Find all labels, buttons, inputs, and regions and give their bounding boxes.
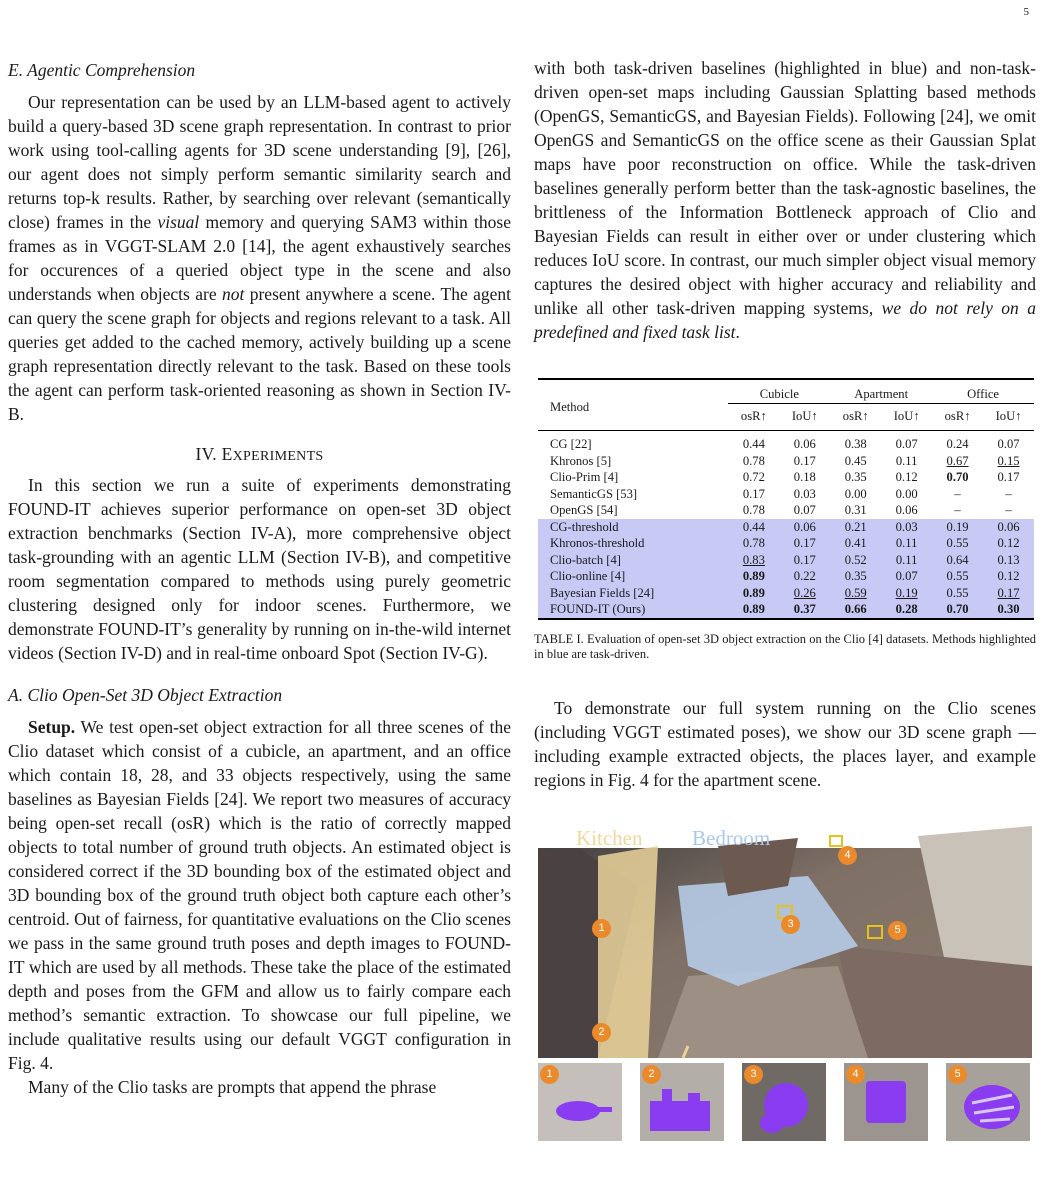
table-cell (728, 552, 779, 569)
table-cell (728, 519, 779, 536)
table-cell (779, 470, 830, 487)
value-cell: 0.03 (793, 486, 816, 501)
value-cell: 0.31 (844, 503, 867, 518)
method-cell: Clio-Prim [4] (550, 470, 619, 485)
section-a-heading: A. Clio Open-Set 3D Object Extraction (8, 685, 283, 705)
value-cell: 0.17 (793, 552, 816, 567)
table-cell (881, 519, 932, 536)
table-cell (830, 430, 881, 453)
value-cell: 0.52 (844, 552, 867, 567)
table-cell (983, 602, 1034, 620)
value-cell: 0.22 (793, 569, 816, 584)
value-cell: 0.17 (793, 536, 816, 551)
value-cell: 0.78 (742, 536, 765, 551)
table-row (538, 430, 1034, 453)
metric-header: IoU↑ (881, 403, 932, 430)
value-cell: 0.17 (997, 585, 1020, 600)
table-cell (881, 585, 932, 602)
value-cell: 0.11 (895, 453, 918, 468)
table-cell (779, 585, 830, 602)
table-cell (779, 430, 830, 453)
value-cell: 0.12 (997, 536, 1020, 551)
value-cell: 0.06 (997, 519, 1020, 534)
value-cell: 0.64 (946, 552, 969, 567)
metric-header: IoU↑ (779, 403, 830, 430)
table-row (538, 453, 1034, 470)
table-cell (881, 453, 932, 470)
table-cell (779, 519, 830, 536)
table-cell (983, 519, 1034, 536)
table-cell (728, 602, 779, 620)
table-cell (881, 602, 932, 620)
value-cell: 0.70 (946, 602, 969, 617)
results-table (538, 378, 1034, 620)
table-cell (983, 569, 1034, 586)
table-cell (830, 470, 881, 487)
value-cell: 0.00 (844, 486, 867, 501)
value-cell: 0.44 (742, 519, 765, 534)
table-cell (932, 519, 983, 536)
scene-render (538, 826, 1032, 1058)
value-cell: – (954, 486, 961, 501)
value-cell: 0.28 (895, 602, 918, 617)
object-badge-2: 2 (592, 1023, 611, 1042)
table-cell (830, 503, 881, 520)
value-cell: – (1005, 486, 1012, 501)
value-cell: 0.06 (793, 437, 816, 452)
value-cell: 0.89 (742, 585, 765, 600)
table-cell (983, 552, 1034, 569)
table-cell (932, 585, 983, 602)
value-cell: 0.07 (895, 437, 918, 452)
metric-header: osR↑ (830, 403, 881, 430)
object-thumb-2 (640, 1063, 724, 1141)
table-cell (881, 536, 932, 553)
group-header: Office (967, 386, 1000, 401)
table-cell (932, 552, 983, 569)
table-cell (932, 569, 983, 586)
table-cell (932, 536, 983, 553)
left-column (8, 56, 511, 1099)
thumb-badge-5: 5 (948, 1065, 967, 1084)
metric-header: osR↑ (932, 403, 983, 430)
value-cell: 0.00 (895, 486, 918, 501)
value-cell: 0.11 (895, 552, 918, 567)
table-cell (830, 602, 881, 620)
section-a-paragraph-2: Many of the Clio tasks are prompts that append the phrase (28, 1077, 437, 1097)
table-cell (779, 552, 830, 569)
value-cell: 0.35 (844, 470, 867, 485)
value-cell: – (1005, 503, 1012, 518)
value-cell: 0.12 (997, 569, 1020, 584)
kitchen-label: Kitchen (576, 826, 643, 850)
scene-pointcloud-image (538, 826, 1032, 1058)
value-cell: 0.83 (742, 552, 765, 567)
section-iv-paragraph: In this section we run a suite of experiments demonstrating FOUND-IT achieves superior performance on open-set 3D object extraction benchmarks (Section IV-A), more comprehensive object task-grounding with an agentic LLM (Section IV-B), and competitive room segmentation compared to methods using purely geometric clustering designed only for indoor scenes. Furthermore, we demonstrate FOUND-IT’s generality by running on in-the-wild internet videos (Section IV-D) and in real-time onboard Spot (Section IV-G). (8, 475, 511, 663)
value-cell: 0.15 (997, 453, 1020, 468)
table-cell (830, 536, 881, 553)
object-thumb-1 (538, 1063, 622, 1141)
value-cell: 0.89 (742, 569, 765, 584)
value-cell: 0.55 (946, 569, 969, 584)
value-cell: 0.78 (742, 453, 765, 468)
table-cell (932, 503, 983, 520)
object-badge-3: 3 (781, 915, 800, 934)
table-cell (728, 569, 779, 586)
value-cell: 0.38 (844, 437, 867, 452)
table-row (538, 552, 1034, 569)
method-cell: Clio-batch [4] (538, 552, 728, 569)
object-badge-1: 1 (592, 919, 611, 938)
value-cell: 0.37 (793, 602, 816, 617)
table-cell (779, 453, 830, 470)
group-header: Cubicle (759, 386, 799, 401)
value-cell: 0.07 (793, 503, 816, 518)
table-cell (830, 585, 881, 602)
value-cell: 0.19 (895, 585, 918, 600)
value-cell: 0.24 (946, 437, 969, 452)
value-cell: 0.35 (844, 569, 867, 584)
figure-4 (538, 826, 1032, 1144)
table-cell (779, 503, 830, 520)
table-cell (932, 602, 983, 620)
value-cell: 0.78 (742, 503, 765, 518)
method-cell: OpenGS [54] (550, 503, 618, 518)
method-header: Method (550, 400, 590, 415)
table-cell (728, 536, 779, 553)
table-cell (728, 470, 779, 487)
method-cell: SemanticGS [53] (550, 486, 638, 501)
value-cell: 0.12 (895, 470, 918, 485)
value-cell: 0.55 (946, 585, 969, 600)
value-cell: 0.19 (946, 519, 969, 534)
page-number: 5 (1023, 6, 1029, 18)
table-cell (728, 503, 779, 520)
method-cell: Bayesian Fields [24] (538, 585, 728, 602)
table-cell (881, 569, 932, 586)
method-cell: FOUND-IT (Ours) (538, 602, 728, 620)
value-cell: – (954, 503, 961, 518)
table-row (538, 602, 1034, 620)
table-caption: TABLE I. Evaluation of open-set 3D object extraction on the Clio [4] datasets. Methods highlighted in blue are task-driven. (534, 632, 1036, 661)
method-cell: CG-threshold (538, 519, 728, 536)
value-cell: 0.44 (742, 437, 765, 452)
table-cell (932, 470, 983, 487)
value-cell: 0.07 (997, 437, 1020, 452)
table-cell (983, 470, 1034, 487)
value-cell: 0.41 (844, 536, 867, 551)
thumb-badge-2: 2 (642, 1065, 661, 1084)
results-table-body (538, 430, 1034, 619)
bedroom-label: Bedroom (692, 826, 771, 850)
method-cell: CG [22] (550, 437, 592, 452)
table-cell (830, 519, 881, 536)
section-iv-heading: IV. EXPERIMENTS (195, 444, 324, 464)
object-badge-5: 5 (888, 921, 907, 940)
table-cell (779, 536, 830, 553)
table-cell (728, 453, 779, 470)
object-thumb-3 (742, 1063, 826, 1141)
value-cell: 0.07 (895, 569, 918, 584)
table-cell (779, 569, 830, 586)
table-cell (881, 503, 932, 520)
table-cell (881, 430, 932, 453)
value-cell: 0.17 (793, 453, 816, 468)
value-cell: 0.67 (946, 453, 969, 468)
object-badge-4: 4 (838, 846, 857, 865)
table-cell (728, 430, 779, 453)
value-cell: 0.30 (997, 602, 1020, 617)
table-cell (983, 486, 1034, 503)
object-thumb-5 (946, 1063, 1030, 1141)
section-a-paragraph: Setup. We test open-set object extraction for all three scenes of the Clio dataset which consist of a cubicle, an apartment, and an office which contain 18, 28, and 33 objects respectively, using the same baselines as Bayesian Fields [24]. We report two measures of accuracy being open-set recall (osR) which is the ratio of correctly mapped objects to total number of ground truth objects. An estimated object is considered correct if the 3D bounding box of the estimated object and 3D bounding box of the ground truth object both capture each other’s centroid. Out of fairness, for quantitative evaluations on the Clio scenes we pass in the same ground truth poses and depth images to FOUND-IT which are used by all methods. These take the place of the estimated depth and poses from the GFM and allow us to fairly compare each method’s semantic extraction. To showcase our full pipeline, we include qualitative results using our default VGGT configuration in Fig. 4. (8, 717, 511, 1073)
table-cell (932, 486, 983, 503)
value-cell: 0.03 (895, 519, 918, 534)
table-cell (779, 602, 830, 620)
thumb-badge-1: 1 (540, 1065, 559, 1084)
metric-header: IoU↑ (983, 403, 1034, 430)
table-row (538, 585, 1034, 602)
table-cell (983, 536, 1034, 553)
table-cell (881, 470, 932, 487)
method-cell: Khronos [5] (550, 453, 612, 468)
value-cell: 0.26 (793, 585, 816, 600)
right-column (534, 56, 1036, 1144)
value-cell: 0.18 (793, 470, 816, 485)
table-cell (983, 585, 1034, 602)
table-cell (830, 552, 881, 569)
right-paragraph-2: To demonstrate our full system running on the Clio scenes (including VGGT estimated poses), we show our 3D scene graph — including example extracted objects, the places layer, and example regions in Fig. 4 for the apartment scene. (534, 698, 1036, 790)
table-cell (983, 453, 1034, 470)
table-cell (728, 585, 779, 602)
table-cell (830, 453, 881, 470)
value-cell: 0.13 (997, 552, 1020, 567)
table-cell (983, 430, 1034, 453)
table-row (538, 536, 1034, 553)
table-row (538, 486, 1034, 503)
value-cell: 0.17 (742, 486, 765, 501)
right-paragraph-1: with both task-driven baselines (highlighted in blue) and non-task-driven open-set maps including Gaussian Splatting based methods (OpenGS, SemanticGS, and Bayesian Fields). Following [24], we omit OpenGS and SemanticGS on the office scene as their Gaussian Splat maps have poor reconstruction on office. While the task-driven baselines generally perform better than the task-agnostic baselines, the brittleness of the Information Bottleneck approach of Clio and Bayesian Fields can result in either over or under clustering which reduces IoU score. In contrast, our much simpler object visual memory captures the desired object with higher accuracy and reliability and unlike all other task-driven mapping systems, we do not rely on a predefined and fixed task list. (534, 58, 1037, 342)
table-cell (779, 486, 830, 503)
thumb-badge-3: 3 (744, 1065, 763, 1084)
table-row (538, 470, 1034, 487)
method-cell: Khronos-threshold (538, 536, 728, 553)
table-cell (830, 486, 881, 503)
value-cell: 0.72 (742, 470, 765, 485)
method-cell: Clio-online [4] (538, 569, 728, 586)
value-cell: 0.17 (997, 470, 1020, 485)
table-cell (932, 453, 983, 470)
table-cell (881, 552, 932, 569)
section-e-paragraph: Our representation can be used by an LLM-based agent to actively build a query-based 3D scene graph representation. In contrast to prior work using tool-calling agents for 3D scene understanding [9], [26], our agent does not simply perform semantic similarity search and returns top-k results. Rather, by searching over relevant (semantically close) frames in the visual memory and querying SAM3 within those frames as in VGGT-SLAM 2.0 [14], the agent exhaustively searches for occurences of a queried object type in the scene and also understands when objects are not present anywhere a scene. The agent can query the scene graph for objects and regions relevant to a task. All queries get added to the cached memory, actively building up a scene graph representation directly relevant to the task. Based on these tools the agent can perform task-oriented reasoning as shown in Section IV-B. (8, 92, 511, 424)
value-cell: 0.66 (844, 602, 867, 617)
value-cell: 0.55 (946, 536, 969, 551)
object-thumb-4 (844, 1063, 928, 1141)
section-e-heading: E. Agentic Comprehension (8, 60, 196, 80)
value-cell: 0.06 (793, 519, 816, 534)
table-cell (932, 430, 983, 453)
table-cell (830, 569, 881, 586)
metric-header: osR↑ (728, 403, 779, 430)
value-cell: 0.21 (844, 519, 867, 534)
value-cell: 0.89 (742, 602, 765, 617)
table-row (538, 569, 1034, 586)
value-cell: 0.70 (946, 470, 969, 485)
value-cell: 0.45 (844, 453, 867, 468)
table-cell (983, 503, 1034, 520)
value-cell: 0.59 (844, 585, 867, 600)
table-row (538, 519, 1034, 536)
table-cell (881, 486, 932, 503)
table-row (538, 503, 1034, 520)
thumb-badge-4: 4 (846, 1065, 865, 1084)
group-header: Apartment (854, 386, 909, 401)
table-cell (728, 486, 779, 503)
value-cell: 0.11 (895, 536, 918, 551)
value-cell: 0.06 (895, 503, 918, 518)
